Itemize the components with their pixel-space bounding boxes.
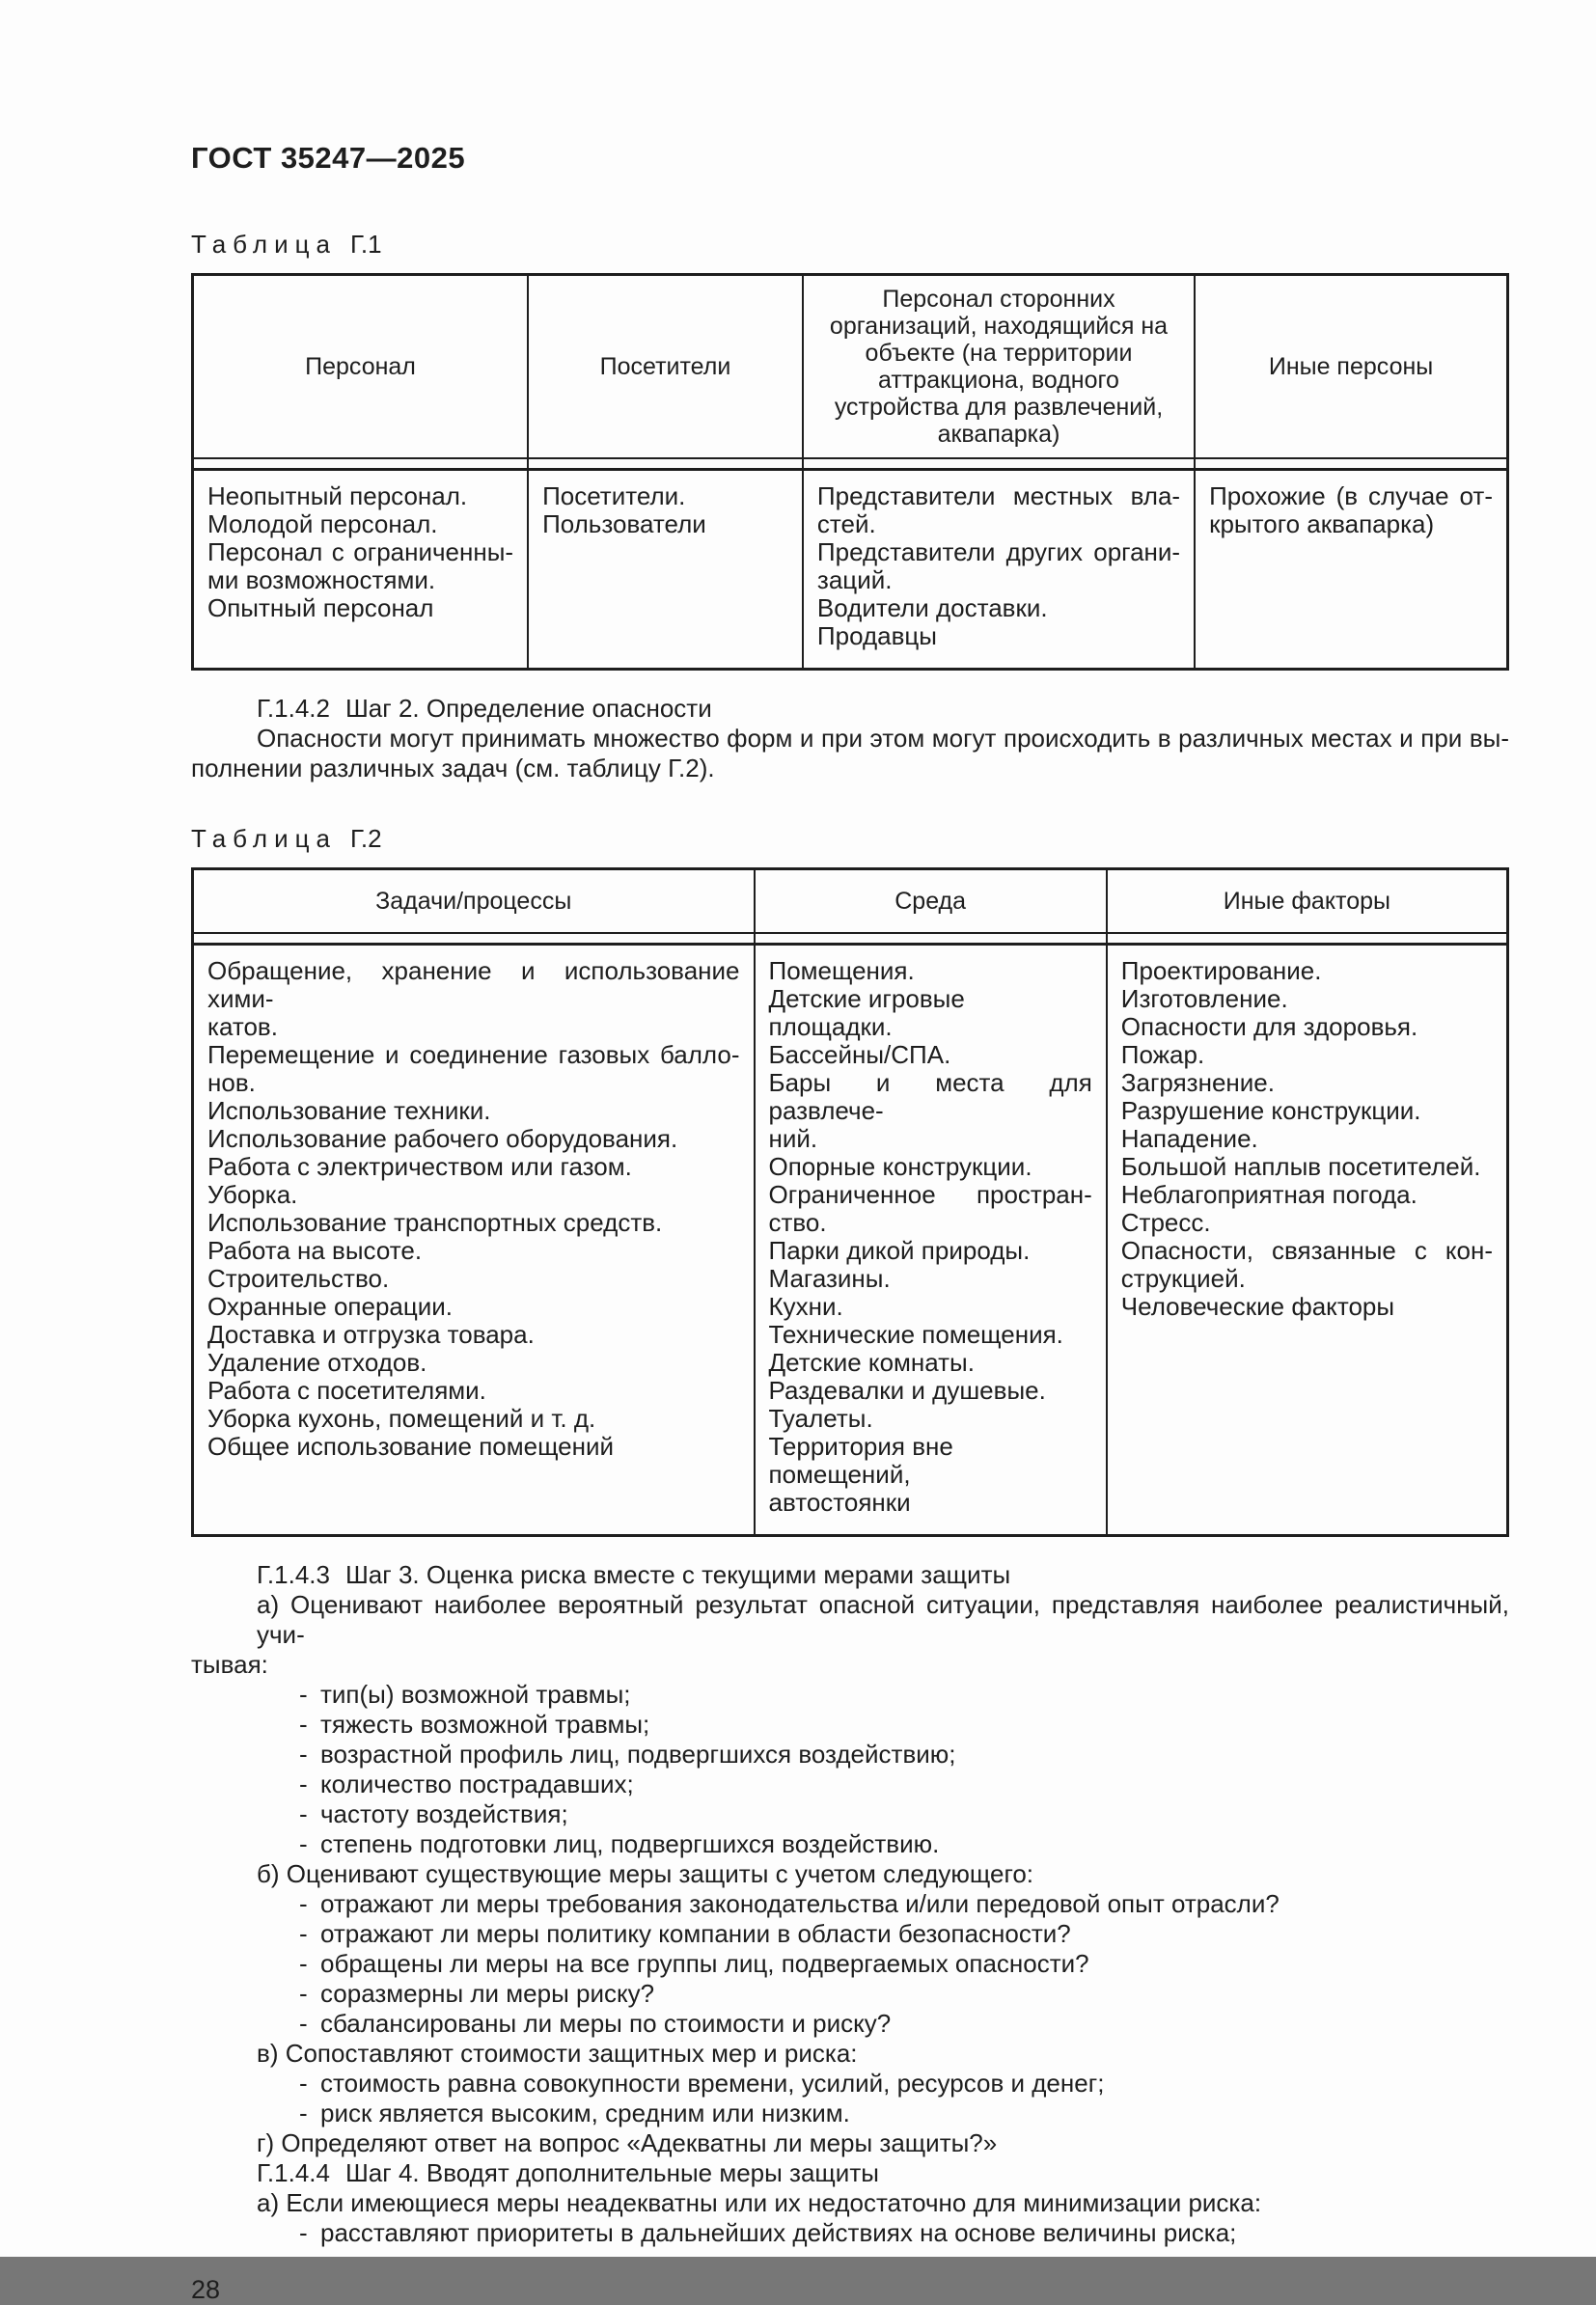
- text-line: Опорные конструкции.: [768, 1152, 1032, 1181]
- table-cell: [193, 470, 529, 670]
- clause-title: Шаг 3. Оценка риска вместе с текущими мерами защиты: [344, 1560, 1011, 1589]
- dash-list-item: [191, 2218, 1509, 2248]
- dash-marker: -: [299, 2069, 308, 2098]
- column-header: Персонал: [193, 275, 529, 459]
- dash-list-item: [191, 1740, 1509, 1770]
- dash-marker: -: [299, 1710, 308, 1739]
- table-row: [193, 470, 1508, 670]
- dash-item-text: сбалансированы ли меры по стоимости и риску?: [320, 2009, 892, 2038]
- clause-heading: [191, 2158, 1509, 2188]
- dash-item-text: возрастной профиль лиц, подвергшихся воздействию;: [320, 1740, 956, 1769]
- table-cell: [1107, 945, 1508, 1536]
- text-line: струкцией.: [1120, 1264, 1246, 1293]
- clause-number: Г.1.4.2: [257, 694, 330, 723]
- dash-marker: -: [299, 1979, 308, 2008]
- text-line: Проектирование.: [1120, 956, 1322, 985]
- dash-marker: -: [299, 2099, 308, 2127]
- text-line: Стресс.: [1120, 1208, 1211, 1237]
- text-line: Обращение, хранение и использование хими-: [207, 956, 740, 1013]
- text-line: Работа на высоте.: [207, 1236, 423, 1265]
- text-line: Использование рабочего оборудования.: [207, 1124, 678, 1153]
- paragraph-line: полнении различных задач (см. таблицу Г.2).: [191, 754, 715, 782]
- dash-marker: -: [299, 1799, 308, 1828]
- text-line: Технические помещения.: [768, 1320, 1063, 1349]
- text-line: Неопытный персонал.: [207, 481, 468, 510]
- dash-item-text: количество пострадавших;: [320, 1770, 634, 1798]
- dash-marker: -: [299, 1949, 308, 1978]
- table-body: [193, 933, 1508, 1536]
- clause-number: Г.1.4.4: [257, 2158, 330, 2187]
- paragraph-line: в) Сопоставляют стоимости защитных мер и риска:: [257, 2039, 858, 2068]
- dash-marker: -: [299, 1770, 308, 1798]
- dash-item-text: расставляют приоритеты в дальнейших действиях на основе величины риска;: [320, 2218, 1237, 2247]
- text-line: стей.: [816, 509, 876, 538]
- section-g143: [191, 1560, 1509, 2248]
- text-line: Персонал с ограниченны-: [207, 537, 514, 566]
- column-header: Иные факторы: [1107, 869, 1508, 934]
- header-separator-cell: [528, 458, 803, 470]
- text-line: Опытный персонал: [207, 593, 434, 622]
- clause-title: Шаг 4. Вводят дополнительные меры защиты: [344, 2158, 879, 2187]
- text-line: Опасности, связанные с кон-: [1120, 1236, 1493, 1265]
- dash-item-text: отражают ли меры требования законодательства и/или передовой опыт отрасли?: [320, 1889, 1280, 1918]
- dash-marker: -: [299, 1829, 308, 1858]
- dash-list-item: [191, 1829, 1509, 1859]
- text-line: Молодой персонал.: [207, 509, 438, 538]
- text-line: крытого аквапарка): [1209, 509, 1435, 538]
- text-line: нов.: [207, 1068, 256, 1097]
- paragraph-line: а) Если имеющиеся меры неадекватны или их недостаточно для минимизации риска:: [257, 2188, 1262, 2217]
- text-line: ний.: [768, 1124, 818, 1153]
- text-line: Доставка и отгрузка товара.: [207, 1320, 535, 1349]
- dash-list-item: [191, 1799, 1509, 1829]
- table-g1-label-number: Г.1: [349, 230, 382, 259]
- dash-item-text: степень подготовки лиц, подвергшихся воздействию.: [320, 1829, 940, 1858]
- table-row: [193, 945, 1508, 1536]
- text-line: заций.: [816, 565, 893, 594]
- dash-marker: -: [299, 2218, 308, 2247]
- text-line: Кухни.: [768, 1292, 843, 1321]
- dash-item-text: тип(ы) возможной травмы;: [320, 1680, 631, 1709]
- text-line: Прохожие (в случае от-: [1209, 481, 1493, 510]
- dash-item-text: стоимость равна совокупности времени, усилий, ресурсов и денег;: [320, 2069, 1105, 2098]
- text-line: Уборка кухонь, помещений и т. д.: [207, 1404, 596, 1433]
- table-head: [193, 275, 1508, 459]
- dash-list-item: [191, 1710, 1509, 1740]
- header-separator-row: [193, 933, 1508, 945]
- dash-list-item: [191, 2099, 1509, 2128]
- header-separator-cell: [1107, 933, 1508, 945]
- text-line: Территория вне помещений,: [768, 1432, 953, 1489]
- dash-list-item: [191, 1979, 1509, 2009]
- dash-item-text: тяжесть возможной травмы;: [320, 1710, 650, 1739]
- clause-title: Шаг 2. Определение опасности: [344, 694, 712, 723]
- text-line: Работа с посетителями.: [207, 1376, 486, 1405]
- table-cell: [528, 470, 803, 670]
- column-header: Посетители: [528, 275, 803, 459]
- dash-list-item: [191, 1680, 1509, 1710]
- text-line: Изготовление.: [1120, 984, 1288, 1013]
- dash-item-text: соразмерны ли меры риску?: [320, 1979, 655, 2008]
- text-line: автостоянки: [768, 1488, 911, 1517]
- text-line: Водители доставки.: [816, 593, 1048, 622]
- column-header: Задачи/процессы: [193, 869, 755, 934]
- dash-item-text: обращены ли меры на все группы лиц, подвергаемых опасности?: [320, 1949, 1089, 1978]
- table-g1-label-word: Таблица: [191, 230, 337, 259]
- header-separator-cell: [193, 933, 755, 945]
- header-separator-cell: [193, 458, 529, 470]
- text-line: Человеческие факторы: [1120, 1292, 1395, 1321]
- table-header-row: [193, 275, 1508, 459]
- dash-list-item: [191, 1949, 1509, 1979]
- paragraph-line: б) Оценивают существующие меры защиты с учетом следующего:: [257, 1859, 1034, 1888]
- dash-marker: -: [299, 2009, 308, 2038]
- dash-marker: -: [299, 1680, 308, 1709]
- text-line: Представители других органи-: [816, 537, 1181, 566]
- paragraph-line: г) Определяют ответ на вопрос «Адекватны ли меры защиты?»: [257, 2128, 998, 2157]
- table-head: [193, 869, 1508, 934]
- text-line: Представители местных вла-: [816, 481, 1181, 510]
- text-line: Строительство.: [207, 1264, 390, 1293]
- paragraph-line: а) Оценивают наиболее вероятный результат опасной ситуации, представляя наиболее реалистичный, учи-: [257, 1590, 1509, 1649]
- text-line: Перемещение и соединение газовых балло-: [207, 1040, 740, 1069]
- dash-item-text: частоту воздействия;: [320, 1799, 568, 1828]
- column-header: Персонал сторонних организаций, находящийся на объекте (на территории аттракциона, водного устройства для развлечений, аквапарка): [803, 275, 1195, 459]
- document-code: ГОСТ 35247—2025: [191, 141, 466, 175]
- text-line: Охранные операции.: [207, 1292, 454, 1321]
- text-line: Разрушение конструкции.: [1120, 1096, 1421, 1125]
- table-cell: [1195, 470, 1507, 670]
- text-line: Пожар.: [1120, 1040, 1205, 1069]
- clause-heading: [191, 694, 1509, 724]
- text-line: Использование транспортных средств.: [207, 1208, 663, 1237]
- text-line: ми возможностями.: [207, 565, 436, 594]
- table-g2-label-number: Г.2: [349, 824, 382, 853]
- section-g142: [191, 694, 1509, 783]
- text-line: Парки дикой природы.: [768, 1236, 1031, 1265]
- dash-marker: -: [299, 1740, 308, 1769]
- table-cell: [755, 945, 1107, 1536]
- text-line: Опасности для здоровья.: [1120, 1012, 1418, 1041]
- dash-item-text: риск является высоким, средним или низким.: [320, 2099, 850, 2127]
- table-header-row: [193, 869, 1508, 934]
- text-line: Неблагоприятная погода.: [1120, 1180, 1417, 1209]
- table-cell: [803, 470, 1195, 670]
- header-separator-row: [193, 458, 1508, 470]
- header-separator-cell: [755, 933, 1107, 945]
- paragraph-line: Опасности могут принимать множество форм и при этом могут происходить в различных местах и при вы-: [257, 724, 1509, 753]
- dash-list-item: [191, 2009, 1509, 2039]
- text-line: Помещения.: [768, 956, 915, 985]
- dash-marker: -: [299, 1889, 308, 1918]
- dash-list-item: [191, 1919, 1509, 1949]
- text-line: Удаление отходов.: [207, 1348, 427, 1377]
- dash-marker: -: [299, 1919, 308, 1948]
- header-separator-cell: [803, 458, 1195, 470]
- text-line: Детские комнаты.: [768, 1348, 975, 1377]
- paragraph-line: тывая:: [191, 1650, 268, 1679]
- text-line: Туалеты.: [768, 1404, 873, 1433]
- clause-heading: [191, 1560, 1509, 1590]
- table-cell: [193, 945, 755, 1536]
- text-line: Магазины.: [768, 1264, 891, 1293]
- text-line: Общее использование помещений: [207, 1432, 615, 1461]
- text-line: катов.: [207, 1012, 278, 1041]
- column-header: Иные персоны: [1195, 275, 1507, 459]
- table-g1-label: [191, 230, 1509, 260]
- text-line: Бассейны/СПА.: [768, 1040, 951, 1069]
- header-separator-cell: [1195, 458, 1507, 470]
- dash-list-item: [191, 1889, 1509, 1919]
- page-number: 28: [191, 2275, 221, 2304]
- table-body: [193, 458, 1508, 670]
- column-header: Среда: [755, 869, 1107, 934]
- dash-list-item: [191, 1770, 1509, 1799]
- table-g2-label: [191, 824, 1509, 854]
- text-line: Ограниченное простран-: [768, 1180, 1092, 1209]
- text-line: Детские игровые площадки.: [768, 984, 965, 1041]
- table-g2-label-word: Таблица: [191, 824, 337, 853]
- text-line: Использование техники.: [207, 1096, 491, 1125]
- text-line: Бары и места для развлече-: [768, 1068, 1092, 1125]
- dash-list-item: [191, 2069, 1509, 2099]
- text-line: Раздевалки и душевые.: [768, 1376, 1046, 1405]
- text-line: Загрязнение.: [1120, 1068, 1275, 1097]
- text-line: Посетители.: [542, 481, 686, 510]
- table-g2: [191, 867, 1509, 1537]
- text-line: Пользователи: [542, 509, 706, 538]
- text-line: Уборка.: [207, 1180, 298, 1209]
- text-line: Нападение.: [1120, 1124, 1258, 1153]
- clause-number: Г.1.4.3: [257, 1560, 330, 1589]
- text-line: Продавцы: [816, 621, 937, 650]
- table-g1: [191, 273, 1509, 671]
- dash-item-text: отражают ли меры политику компании в области безопасности?: [320, 1919, 1071, 1948]
- text-line: Большой наплыв посетителей.: [1120, 1152, 1481, 1181]
- text-line: ство.: [768, 1208, 827, 1237]
- text-line: Работа с электричеством или газом.: [207, 1152, 632, 1181]
